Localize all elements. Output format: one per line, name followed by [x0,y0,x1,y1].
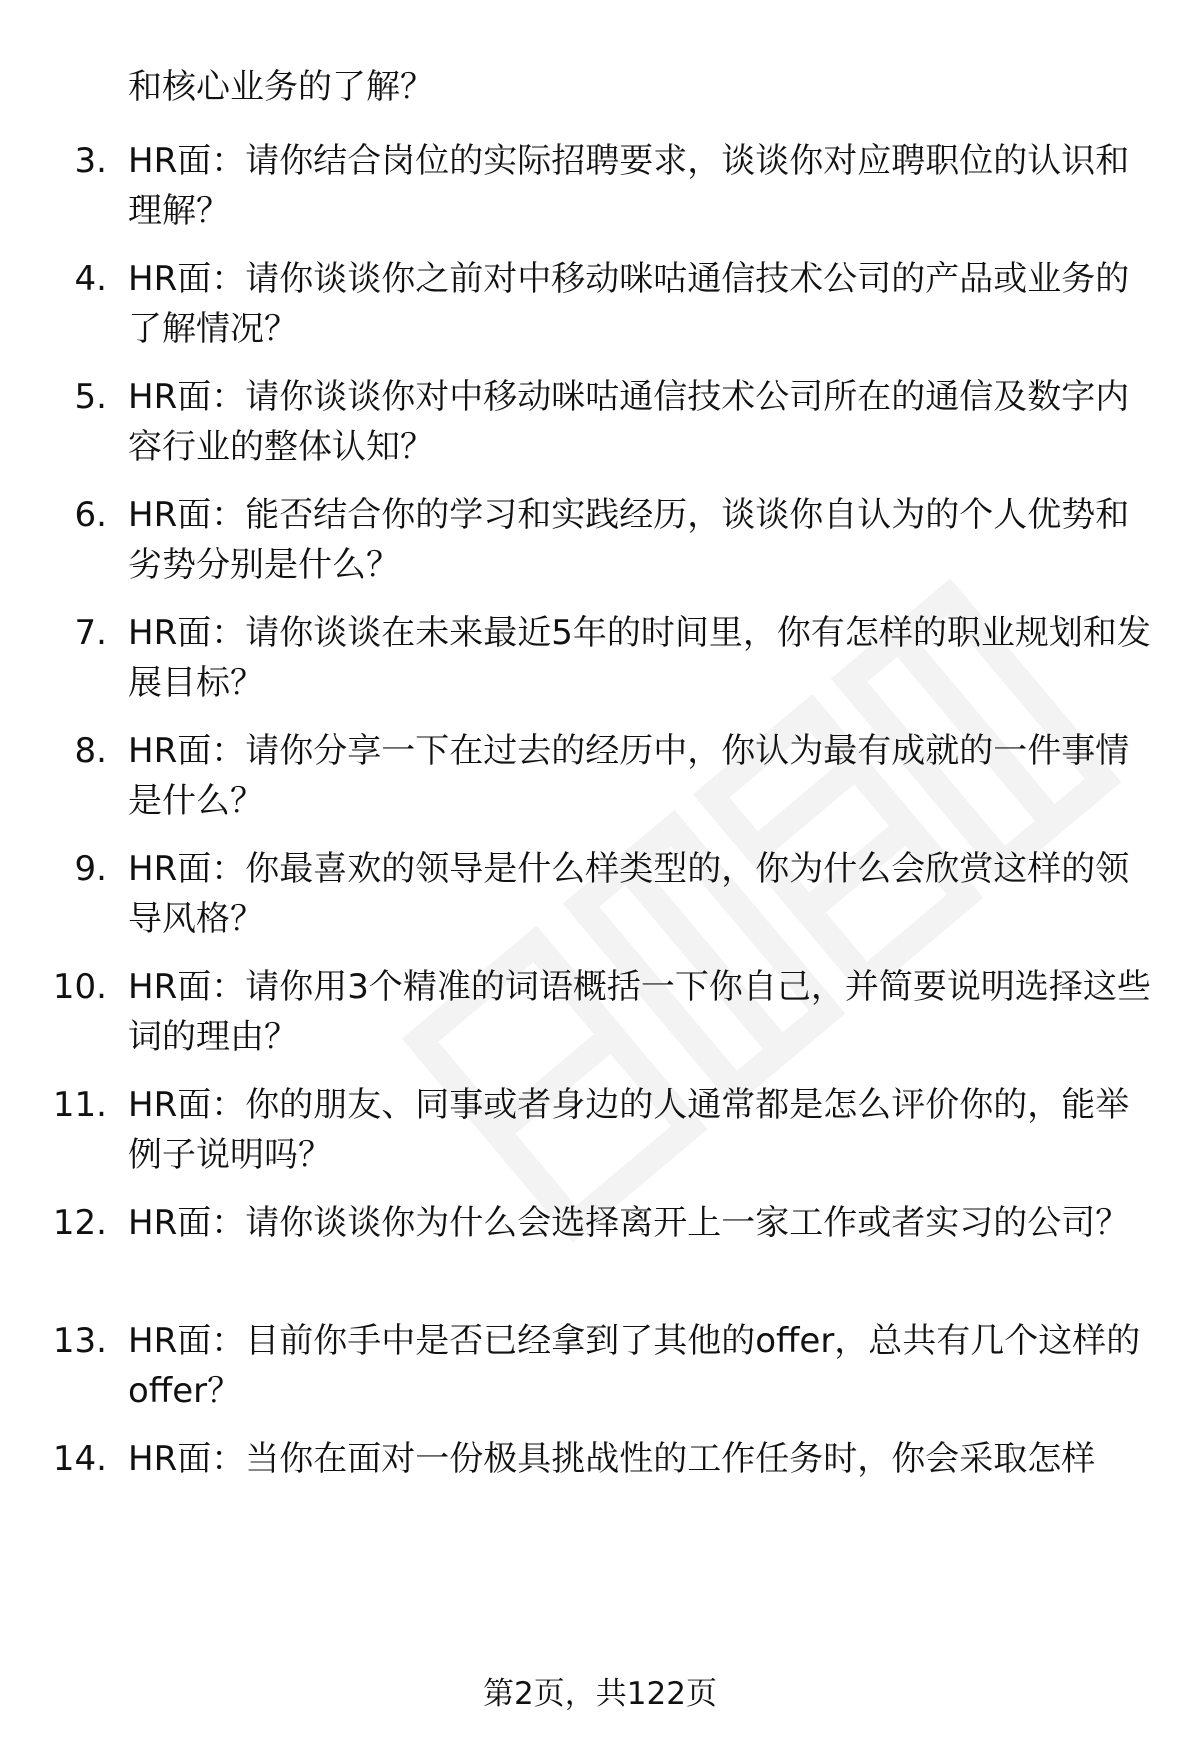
question-text: HR面：请你结合岗位的实际招聘要求，谈谈你对应聘职位的认识和理解？ [128,141,1130,231]
question-text: HR面：你的朋友、同事或者身边的人通常都是怎么评价你的，能举例子说明吗？ [128,1085,1130,1175]
question-number: 5. [74,377,107,417]
question-text: HR面：请你分享一下在过去的经历中，你认为最有成就的一件事情是什么？ [128,731,1130,821]
question-text: HR面：你最喜欢的领导是什么样类型的，你为什么会欣赏这样的领导风格？ [128,849,1130,939]
question-number: 8. [74,731,107,771]
question-text: HR面：请你谈谈在未来最近5年的时间里，你有怎样的职业规划和发展目标？ [128,613,1151,703]
question-number: 7. [74,613,107,653]
question-text: HR面：当你在面对一份极具挑战性的工作任务时，你会采取怎样 [128,1439,1096,1479]
question-text: HR面：请你谈谈你为什么会选择离开上一家工作或者实习的公司？ [128,1203,1130,1243]
question-number: 11. [52,1085,107,1125]
question-text: HR面：请你谈谈你之前对中移动咪咕通信技术公司的产品或业务的了解情况？ [128,259,1130,349]
question-text: HR面：请你谈谈你对中移动咪咕通信技术公司所在的通信及数字内容行业的整体认知？ [128,377,1130,467]
continuation-text: 和核心业务的了解？ [128,67,434,107]
question-number: 4. [74,259,107,299]
question-number: 12. [52,1203,107,1243]
question-number: 14. [52,1439,107,1479]
question-text: HR面：目前你手中是否已经拿到了其他的offer，总共有几个这样的offer？ [128,1321,1141,1411]
page-footer: 第2页，共122页 [483,1676,717,1712]
question-text: HR面：请你用3个精准的词语概括一下你自己，并简要说明选择这些词的理由？ [128,967,1151,1057]
question-number: 6. [74,495,107,535]
question-number: 13. [52,1321,107,1361]
question-text: HR面：能否结合你的学习和实践经历，谈谈你自认为的个人优势和劣势分别是什么？ [128,495,1130,585]
question-number: 9. [74,849,107,889]
question-number: 3. [74,141,107,181]
question-number: 10. [52,967,107,1007]
